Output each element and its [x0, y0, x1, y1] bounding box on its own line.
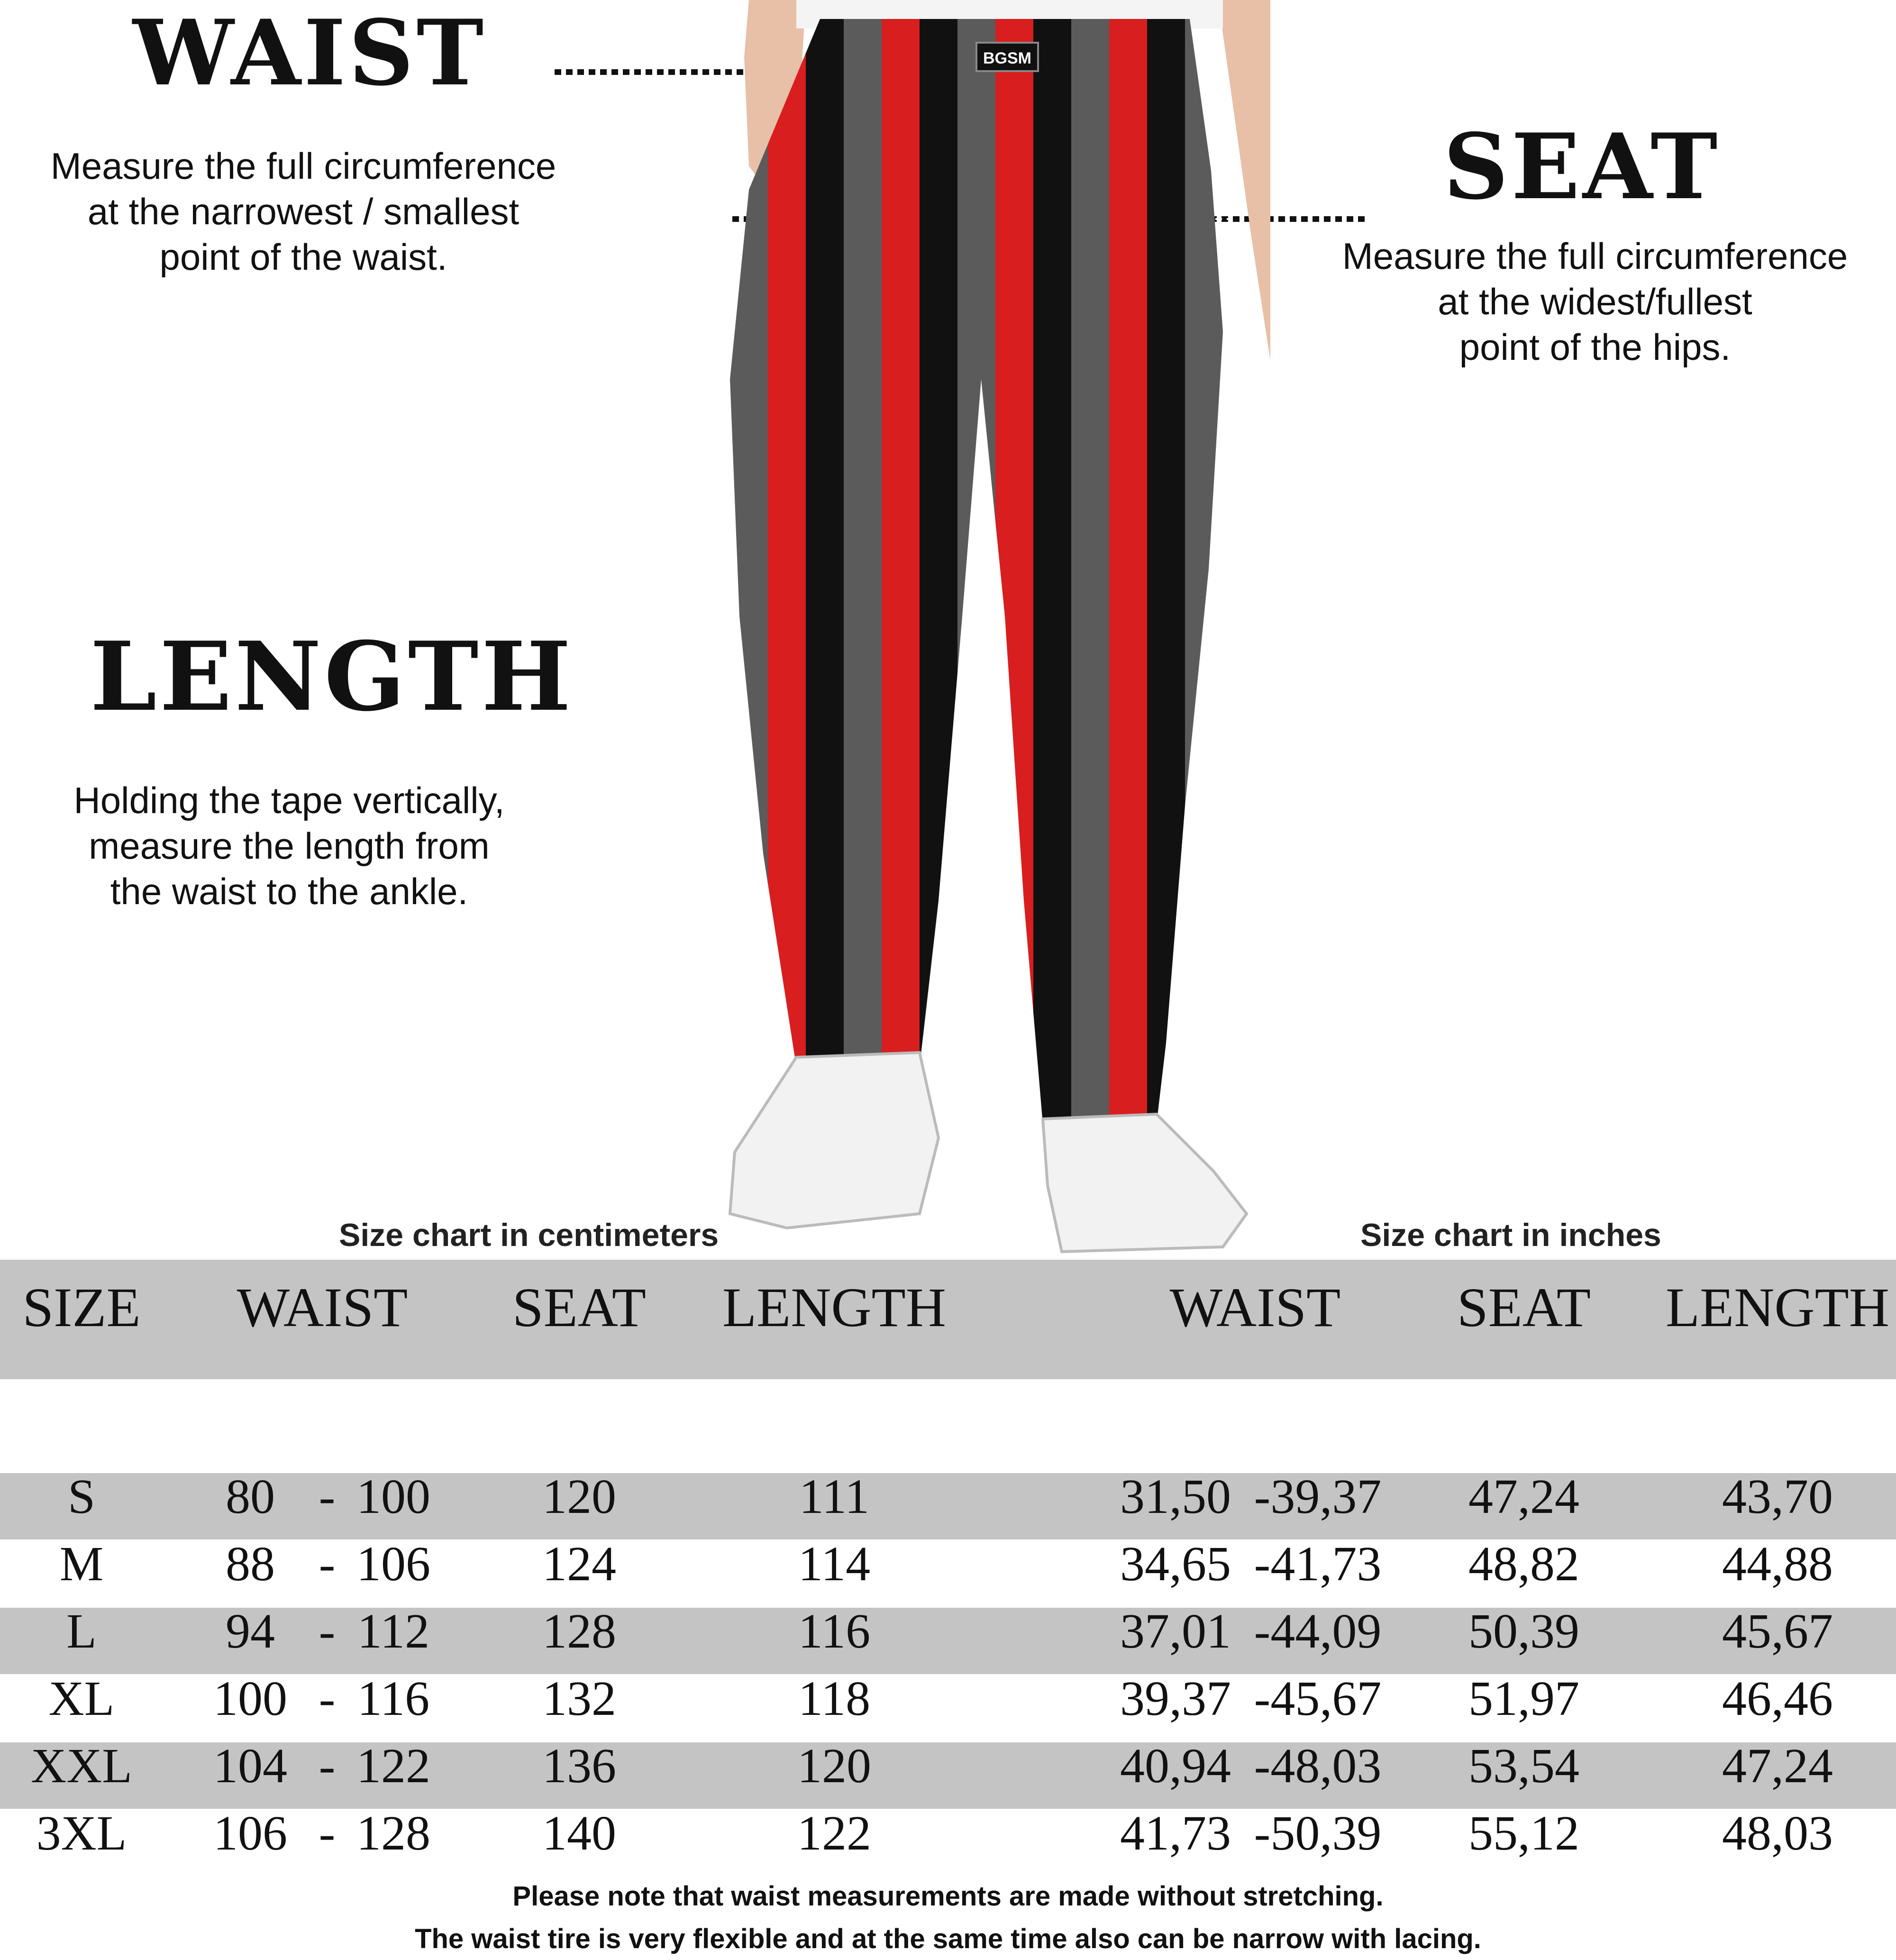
waist-instruction-line: point of the waist.	[159, 236, 447, 278]
cell-cm-seat: 132	[542, 1671, 616, 1726]
left-shoe	[730, 1053, 939, 1228]
cell-size: S	[68, 1469, 95, 1524]
cell-in-waist-max: -45,67	[1254, 1671, 1382, 1726]
cell-cm-waist-max: 112	[357, 1604, 430, 1658]
cell-in-seat: 55,12	[1468, 1806, 1579, 1860]
cell-cm-waist-min: 106	[213, 1806, 287, 1860]
cell-cm-seat: 136	[542, 1739, 616, 1793]
cell-in-waist-max: -50,39	[1254, 1806, 1382, 1860]
cell-in-waist-max: -44,09	[1254, 1604, 1382, 1658]
header-in-waist: WAIST	[1169, 1276, 1341, 1338]
cell-in-seat: 50,39	[1468, 1604, 1579, 1658]
cell-in-waist-max: -39,37	[1254, 1469, 1382, 1524]
cell-in-length: 48,03	[1722, 1806, 1833, 1860]
cell-cm-waist-min: 80	[226, 1469, 275, 1524]
cell-dash: -	[319, 1469, 336, 1524]
cell-cm-waist-max: 100	[356, 1469, 430, 1524]
waist-title: WAIST	[133, 0, 487, 106]
right-shoe	[1043, 1114, 1247, 1252]
length-instruction-line: Holding the tape vertically,	[73, 779, 505, 821]
cell-cm-length: 122	[797, 1806, 871, 1860]
cell-in-length: 43,70	[1722, 1469, 1833, 1524]
length-instruction-line: measure the length from	[89, 825, 490, 867]
cell-cm-length: 116	[798, 1604, 871, 1658]
waistband-tag-label: BGSM	[983, 49, 1031, 67]
seat-instruction-line: at the widest/fullest	[1438, 281, 1752, 322]
pants	[654, 0, 1270, 1280]
row-band	[0, 1473, 1896, 1539]
cell-cm-waist-max: 122	[356, 1739, 430, 1793]
cell-cm-waist-min: 104	[213, 1739, 287, 1793]
cell-cm-length: 120	[797, 1739, 871, 1793]
product-figure	[654, 0, 1270, 1280]
cell-in-waist-min: 34,65	[1120, 1537, 1231, 1591]
cell-dash: -	[319, 1806, 336, 1860]
cell-cm-waist-max: 116	[357, 1671, 430, 1726]
cell-in-waist-min: 41,73	[1120, 1806, 1231, 1860]
cell-cm-waist-max: 128	[356, 1806, 430, 1860]
cell-dash: -	[319, 1671, 336, 1726]
cell-in-waist-max: -48,03	[1254, 1739, 1382, 1793]
cell-in-length: 46,46	[1722, 1671, 1833, 1726]
inch-chart-caption: Size chart in inches	[1360, 1217, 1661, 1253]
waist-instruction-line: Measure the full circumference	[50, 145, 556, 187]
cell-in-waist-min: 39,37	[1120, 1671, 1231, 1726]
cell-cm-waist-min: 94	[226, 1604, 275, 1658]
cell-cm-seat: 120	[542, 1469, 616, 1524]
cell-in-length: 45,67	[1722, 1604, 1833, 1658]
header-cm-length: LENGTH	[722, 1276, 946, 1338]
length-title: LENGTH	[90, 621, 574, 733]
cell-in-seat: 51,97	[1468, 1671, 1579, 1726]
cell-dash: -	[319, 1537, 336, 1591]
cell-cm-waist-min: 88	[226, 1537, 275, 1591]
cell-in-seat: 48,82	[1468, 1537, 1579, 1591]
cell-cm-seat: 128	[542, 1604, 616, 1658]
cell-cm-waist-min: 100	[213, 1671, 287, 1726]
header-cm-waist: WAIST	[237, 1276, 408, 1338]
cell-size: XL	[48, 1671, 115, 1726]
header-in-seat: SEAT	[1457, 1276, 1591, 1338]
cell-cm-seat: 140	[542, 1806, 616, 1860]
length-instruction-line: the waist to the ankle.	[110, 870, 468, 912]
header-cm-seat: SEAT	[512, 1276, 646, 1338]
cell-cm-waist-max: 106	[356, 1537, 430, 1591]
cell-size: 3XL	[36, 1806, 127, 1860]
cell-cm-length: 118	[798, 1671, 871, 1726]
cell-in-waist-min: 37,01	[1120, 1604, 1231, 1658]
cell-dash: -	[319, 1739, 336, 1793]
right-hand	[1218, 0, 1270, 408]
cell-in-seat: 47,24	[1468, 1469, 1579, 1524]
seat-instruction-line: Measure the full circumference	[1342, 235, 1848, 277]
cell-size: M	[59, 1537, 104, 1591]
seat-title: SEAT	[1443, 114, 1721, 220]
striped-pants-icon	[654, 0, 1270, 1280]
cell-size: L	[66, 1604, 97, 1658]
cell-in-length: 47,24	[1722, 1739, 1833, 1793]
header-in-length: LENGTH	[1666, 1276, 1889, 1338]
row-band	[0, 1608, 1896, 1674]
cell-in-length: 44,88	[1722, 1537, 1833, 1591]
cell-in-waist-min: 31,50	[1120, 1469, 1231, 1524]
cell-in-seat: 53,54	[1468, 1739, 1579, 1793]
cell-in-waist-max: -41,73	[1254, 1537, 1382, 1591]
cm-chart-caption: Size chart in centimeters	[339, 1217, 719, 1253]
seat-instruction-line: point of the hips.	[1459, 326, 1731, 368]
cell-cm-length: 111	[799, 1469, 870, 1524]
header-size: SIZE	[22, 1276, 141, 1338]
cell-cm-seat: 124	[542, 1537, 616, 1591]
waist-instruction-line: at the narrowest / smallest	[87, 191, 520, 232]
note-waist-flexible: The waist tire is very flexible and at the same time also can be narrow with lacing.	[415, 1923, 1481, 1954]
cell-cm-length: 114	[798, 1537, 871, 1591]
note-no-stretching: Please note that waist measurements are made without stretching.	[512, 1881, 1384, 1912]
cell-size: XXL	[31, 1739, 132, 1793]
cell-dash: -	[319, 1604, 336, 1658]
cell-in-waist-min: 40,94	[1120, 1739, 1231, 1793]
